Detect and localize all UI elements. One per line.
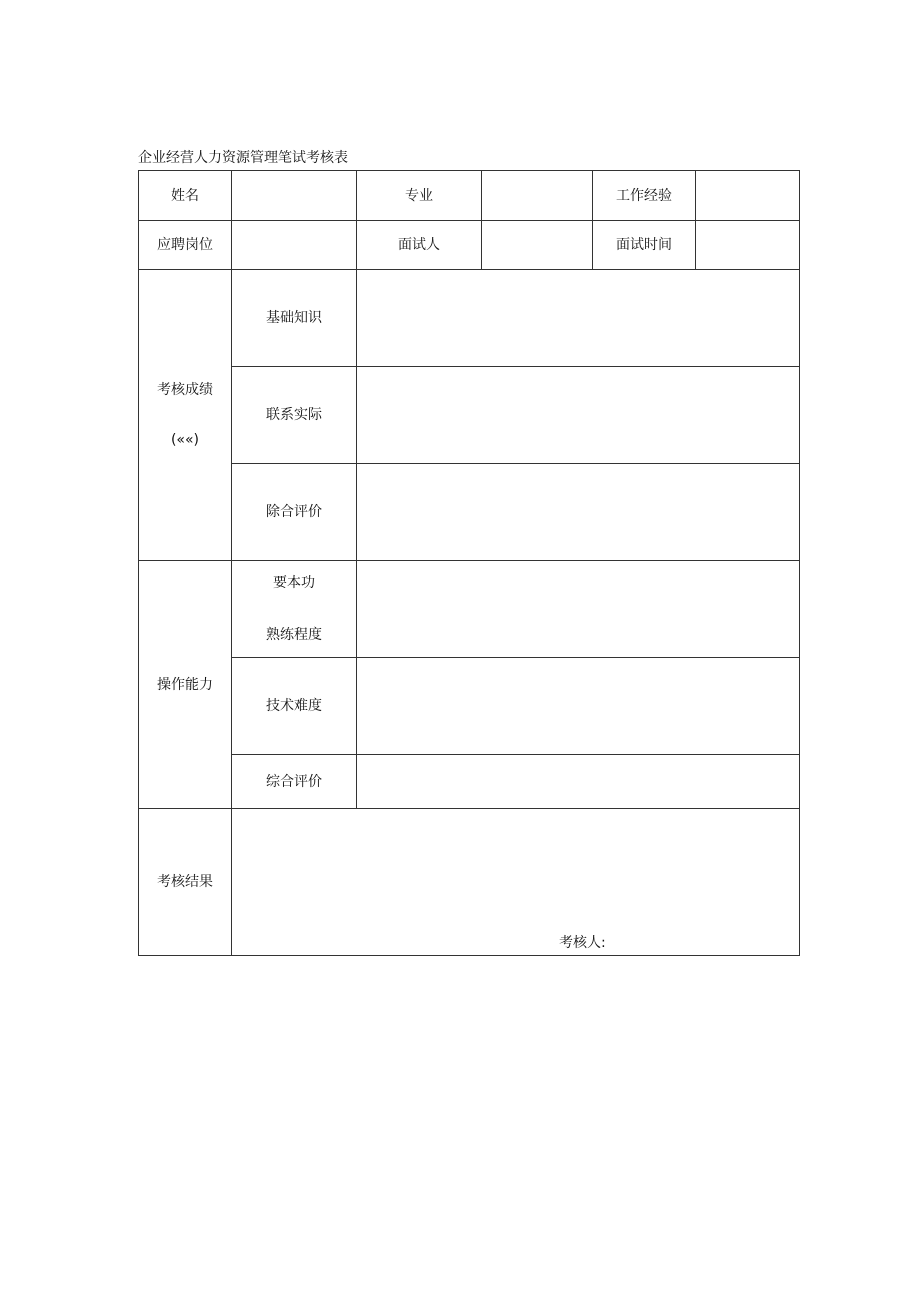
work-experience-field[interactable] bbox=[696, 171, 800, 221]
exam-score-label bbox=[139, 270, 232, 561]
practical-application-field[interactable] bbox=[357, 367, 800, 464]
basic-knowledge-label: 基础知识 bbox=[232, 270, 357, 367]
header-row-name bbox=[139, 171, 800, 221]
exam-score-row-overall bbox=[139, 464, 800, 561]
basic-skill-proficiency-field[interactable] bbox=[357, 561, 800, 658]
operation-ability-label: 操作能力 bbox=[139, 561, 232, 809]
assessment-result-label: 考核结果 bbox=[139, 809, 232, 956]
exam-score-label-line2: (««) bbox=[170, 432, 200, 448]
exam-score-row-basic bbox=[139, 270, 800, 367]
operation-row-overall bbox=[139, 755, 800, 809]
practical-application-label: 联系实际 bbox=[232, 367, 357, 464]
exam-overall-evaluation-label: 除合评价 bbox=[232, 464, 357, 561]
interview-time-label: 面试时间 bbox=[593, 221, 696, 270]
name-label: 姓名 bbox=[139, 171, 232, 221]
document-title: 企业经营人力资源管理笔试考核表 bbox=[138, 150, 348, 166]
header-row-position bbox=[139, 221, 800, 270]
technical-difficulty-field[interactable] bbox=[357, 658, 800, 755]
interviewer-field[interactable] bbox=[482, 221, 593, 270]
basic-skill-label-line2: 熟练程度 bbox=[266, 627, 322, 643]
interview-time-field[interactable] bbox=[696, 221, 800, 270]
applied-position-label: 应聘岗位 bbox=[139, 221, 232, 270]
operation-row-proficiency bbox=[139, 561, 800, 658]
operation-overall-evaluation-label: 综合评价 bbox=[232, 755, 357, 809]
interviewer-label: 面试人 bbox=[357, 221, 482, 270]
operation-row-difficulty bbox=[139, 658, 800, 755]
assessment-form-table bbox=[138, 170, 800, 956]
exam-score-row-practice bbox=[139, 367, 800, 464]
examiner-label: 考核人: bbox=[559, 935, 606, 951]
basic-skill-label-line1: 要本功 bbox=[273, 575, 315, 591]
basic-skill-proficiency-label bbox=[232, 561, 357, 658]
exam-overall-evaluation-field[interactable] bbox=[357, 464, 800, 561]
work-experience-label: 工作经验 bbox=[593, 171, 696, 221]
major-field[interactable] bbox=[482, 171, 593, 221]
basic-knowledge-field[interactable] bbox=[357, 270, 800, 367]
major-label: 专业 bbox=[357, 171, 482, 221]
operation-overall-evaluation-field[interactable] bbox=[357, 755, 800, 809]
technical-difficulty-label: 技术难度 bbox=[232, 658, 357, 755]
applied-position-field[interactable] bbox=[232, 221, 357, 270]
exam-score-label-line1: 考核成绩 bbox=[157, 382, 213, 398]
name-field[interactable] bbox=[232, 171, 357, 221]
result-row bbox=[139, 809, 800, 956]
assessment-result-field[interactable] bbox=[232, 809, 800, 956]
